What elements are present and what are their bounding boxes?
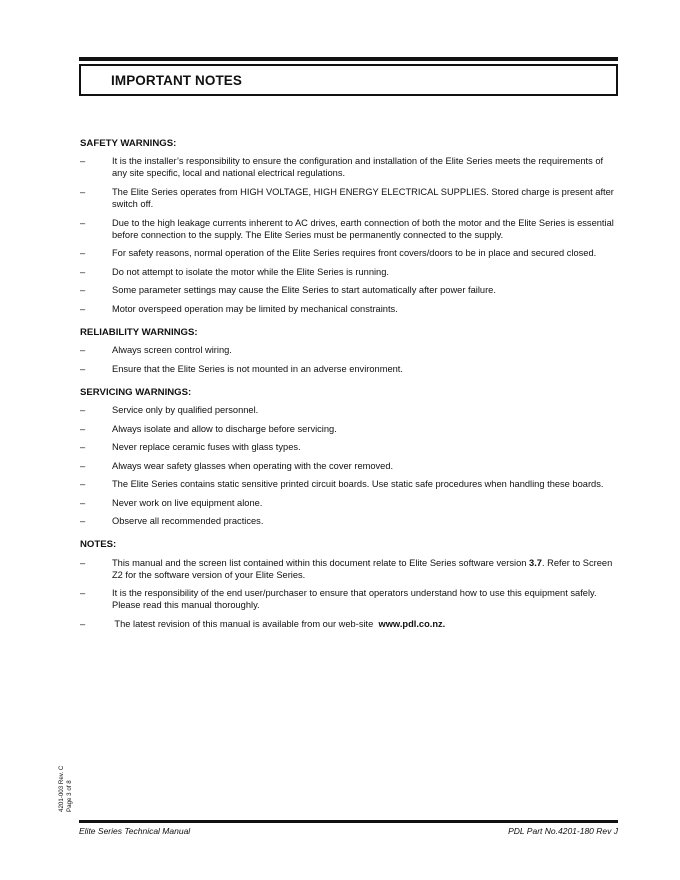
page-reference: Page 3 of 8 bbox=[65, 780, 73, 812]
item-text: Ensure that the Elite Series is not mounted in an adverse environment. bbox=[112, 363, 403, 374]
reliability-warnings-section bbox=[80, 327, 616, 375]
software-version: 3.7 bbox=[529, 557, 542, 568]
list-item bbox=[80, 186, 616, 210]
note-text: This manual and the screen list contained within this document relate to Elite Series software version bbox=[112, 557, 530, 568]
item-text: Never replace ceramic fuses with glass types. bbox=[112, 442, 301, 453]
dash: – bbox=[80, 588, 86, 599]
website-link[interactable]: www.pdl.co.nz. bbox=[378, 618, 446, 629]
footer-part-number: PDL Part No.4201-180 Rev J bbox=[508, 826, 618, 836]
dash: – bbox=[80, 217, 86, 228]
dash: – bbox=[80, 285, 86, 296]
list-item bbox=[80, 460, 616, 472]
dash: – bbox=[80, 248, 86, 259]
item-text: It is the installer’s responsibility to ensure the configuration and installation of the Elite Series meets the requirements of any site specific, local and national electrical regulations. bbox=[112, 156, 604, 179]
list-item bbox=[80, 587, 616, 611]
item-text: Always isolate and allow to discharge before servicing. bbox=[112, 423, 337, 434]
list-item bbox=[80, 344, 616, 356]
note-text: . Refer to Screen Z2 for the software version of your Elite Series. bbox=[112, 557, 613, 580]
item-text: Always screen control wiring. bbox=[112, 345, 232, 356]
notes-section bbox=[80, 539, 616, 630]
page-title: IMPORTANT NOTES bbox=[111, 73, 242, 88]
item-text: Observe all recommended practices. bbox=[112, 516, 264, 527]
doc-reference: 4201-003 Rev. C bbox=[58, 765, 65, 812]
item-text: Always wear safety glasses when operating with the cover removed. bbox=[112, 460, 394, 471]
dash: – bbox=[80, 156, 86, 167]
list-item bbox=[80, 618, 616, 630]
note-text: The latest revision of this manual is available from our web-site bbox=[112, 618, 379, 629]
item-text: For safety reasons, normal operation of the Elite Series requires front covers/doors to be in place and secured closed. bbox=[112, 248, 597, 259]
list-item bbox=[80, 247, 616, 259]
dash: – bbox=[80, 186, 86, 197]
dash: – bbox=[80, 442, 86, 453]
list-item bbox=[80, 441, 616, 453]
list-item bbox=[80, 284, 616, 296]
dash: – bbox=[80, 405, 86, 416]
item-text: Service only by qualified personnel. bbox=[112, 405, 259, 416]
dash: – bbox=[80, 618, 86, 629]
item-text: The Elite Series operates from HIGH VOLTAGE, HIGH ENERGY ELECTRICAL SUPPLIES. Stored charge is present after switch off. bbox=[112, 186, 614, 210]
dash: – bbox=[80, 516, 86, 527]
footer-manual-title: Elite Series Technical Manual bbox=[79, 826, 191, 836]
dash: – bbox=[80, 345, 86, 356]
item-text: Do not attempt to isolate the motor while the Elite Series is running. bbox=[112, 266, 389, 277]
item-text: Some parameter settings may cause the Elite Series to start automatically after power failure. bbox=[112, 285, 496, 296]
section-heading: SAFETY WARNINGS: bbox=[80, 138, 177, 149]
top-rule bbox=[79, 57, 618, 61]
dash: – bbox=[80, 303, 86, 314]
dash: – bbox=[80, 460, 86, 471]
list-item bbox=[80, 497, 616, 509]
list-item bbox=[80, 478, 616, 490]
item-text: The Elite Series contains static sensitive printed circuit boards. Use static safe procedures when handling these boards. bbox=[112, 479, 604, 490]
list-item bbox=[80, 217, 616, 241]
item-text: Due to the high leakage currents inherent to AC drives, earth connection of both the motor and the Elite Series is essential before connection to the supply. The Elite Series must be permanently connected to the supply. bbox=[112, 217, 614, 240]
list-item bbox=[80, 423, 616, 435]
section-heading: RELIABILITY WARNINGS: bbox=[80, 327, 198, 339]
item-text: Motor overspeed operation may be limited by mechanical constraints. bbox=[112, 303, 398, 314]
item-text bbox=[112, 557, 616, 581]
list-item bbox=[80, 155, 616, 179]
dash: – bbox=[80, 363, 86, 374]
dash: – bbox=[80, 479, 86, 490]
item-text: It is the responsibility of the end user/purchaser to ensure that operators understand how to use this equipment safely. Please read this manual thoroughly. bbox=[112, 588, 597, 611]
content bbox=[80, 138, 616, 642]
dash: – bbox=[80, 557, 86, 568]
list-item bbox=[80, 404, 616, 416]
servicing-warnings-section bbox=[80, 387, 616, 527]
bottom-rule bbox=[79, 820, 618, 823]
section-heading: SERVICING WARNINGS: bbox=[80, 386, 192, 398]
safety-warnings-section bbox=[80, 138, 616, 315]
dash: – bbox=[80, 497, 86, 508]
title-box bbox=[79, 64, 618, 96]
list-item bbox=[80, 515, 616, 527]
dash: – bbox=[80, 423, 86, 434]
item-text: Never work on live equipment alone. bbox=[112, 497, 263, 508]
list-item bbox=[80, 557, 616, 581]
side-document-reference bbox=[58, 766, 73, 812]
dash: – bbox=[80, 266, 86, 277]
item-text bbox=[112, 618, 616, 630]
list-item bbox=[80, 303, 616, 315]
section-heading: NOTES: bbox=[80, 539, 117, 551]
list-item bbox=[80, 363, 616, 375]
list-item bbox=[80, 266, 616, 278]
